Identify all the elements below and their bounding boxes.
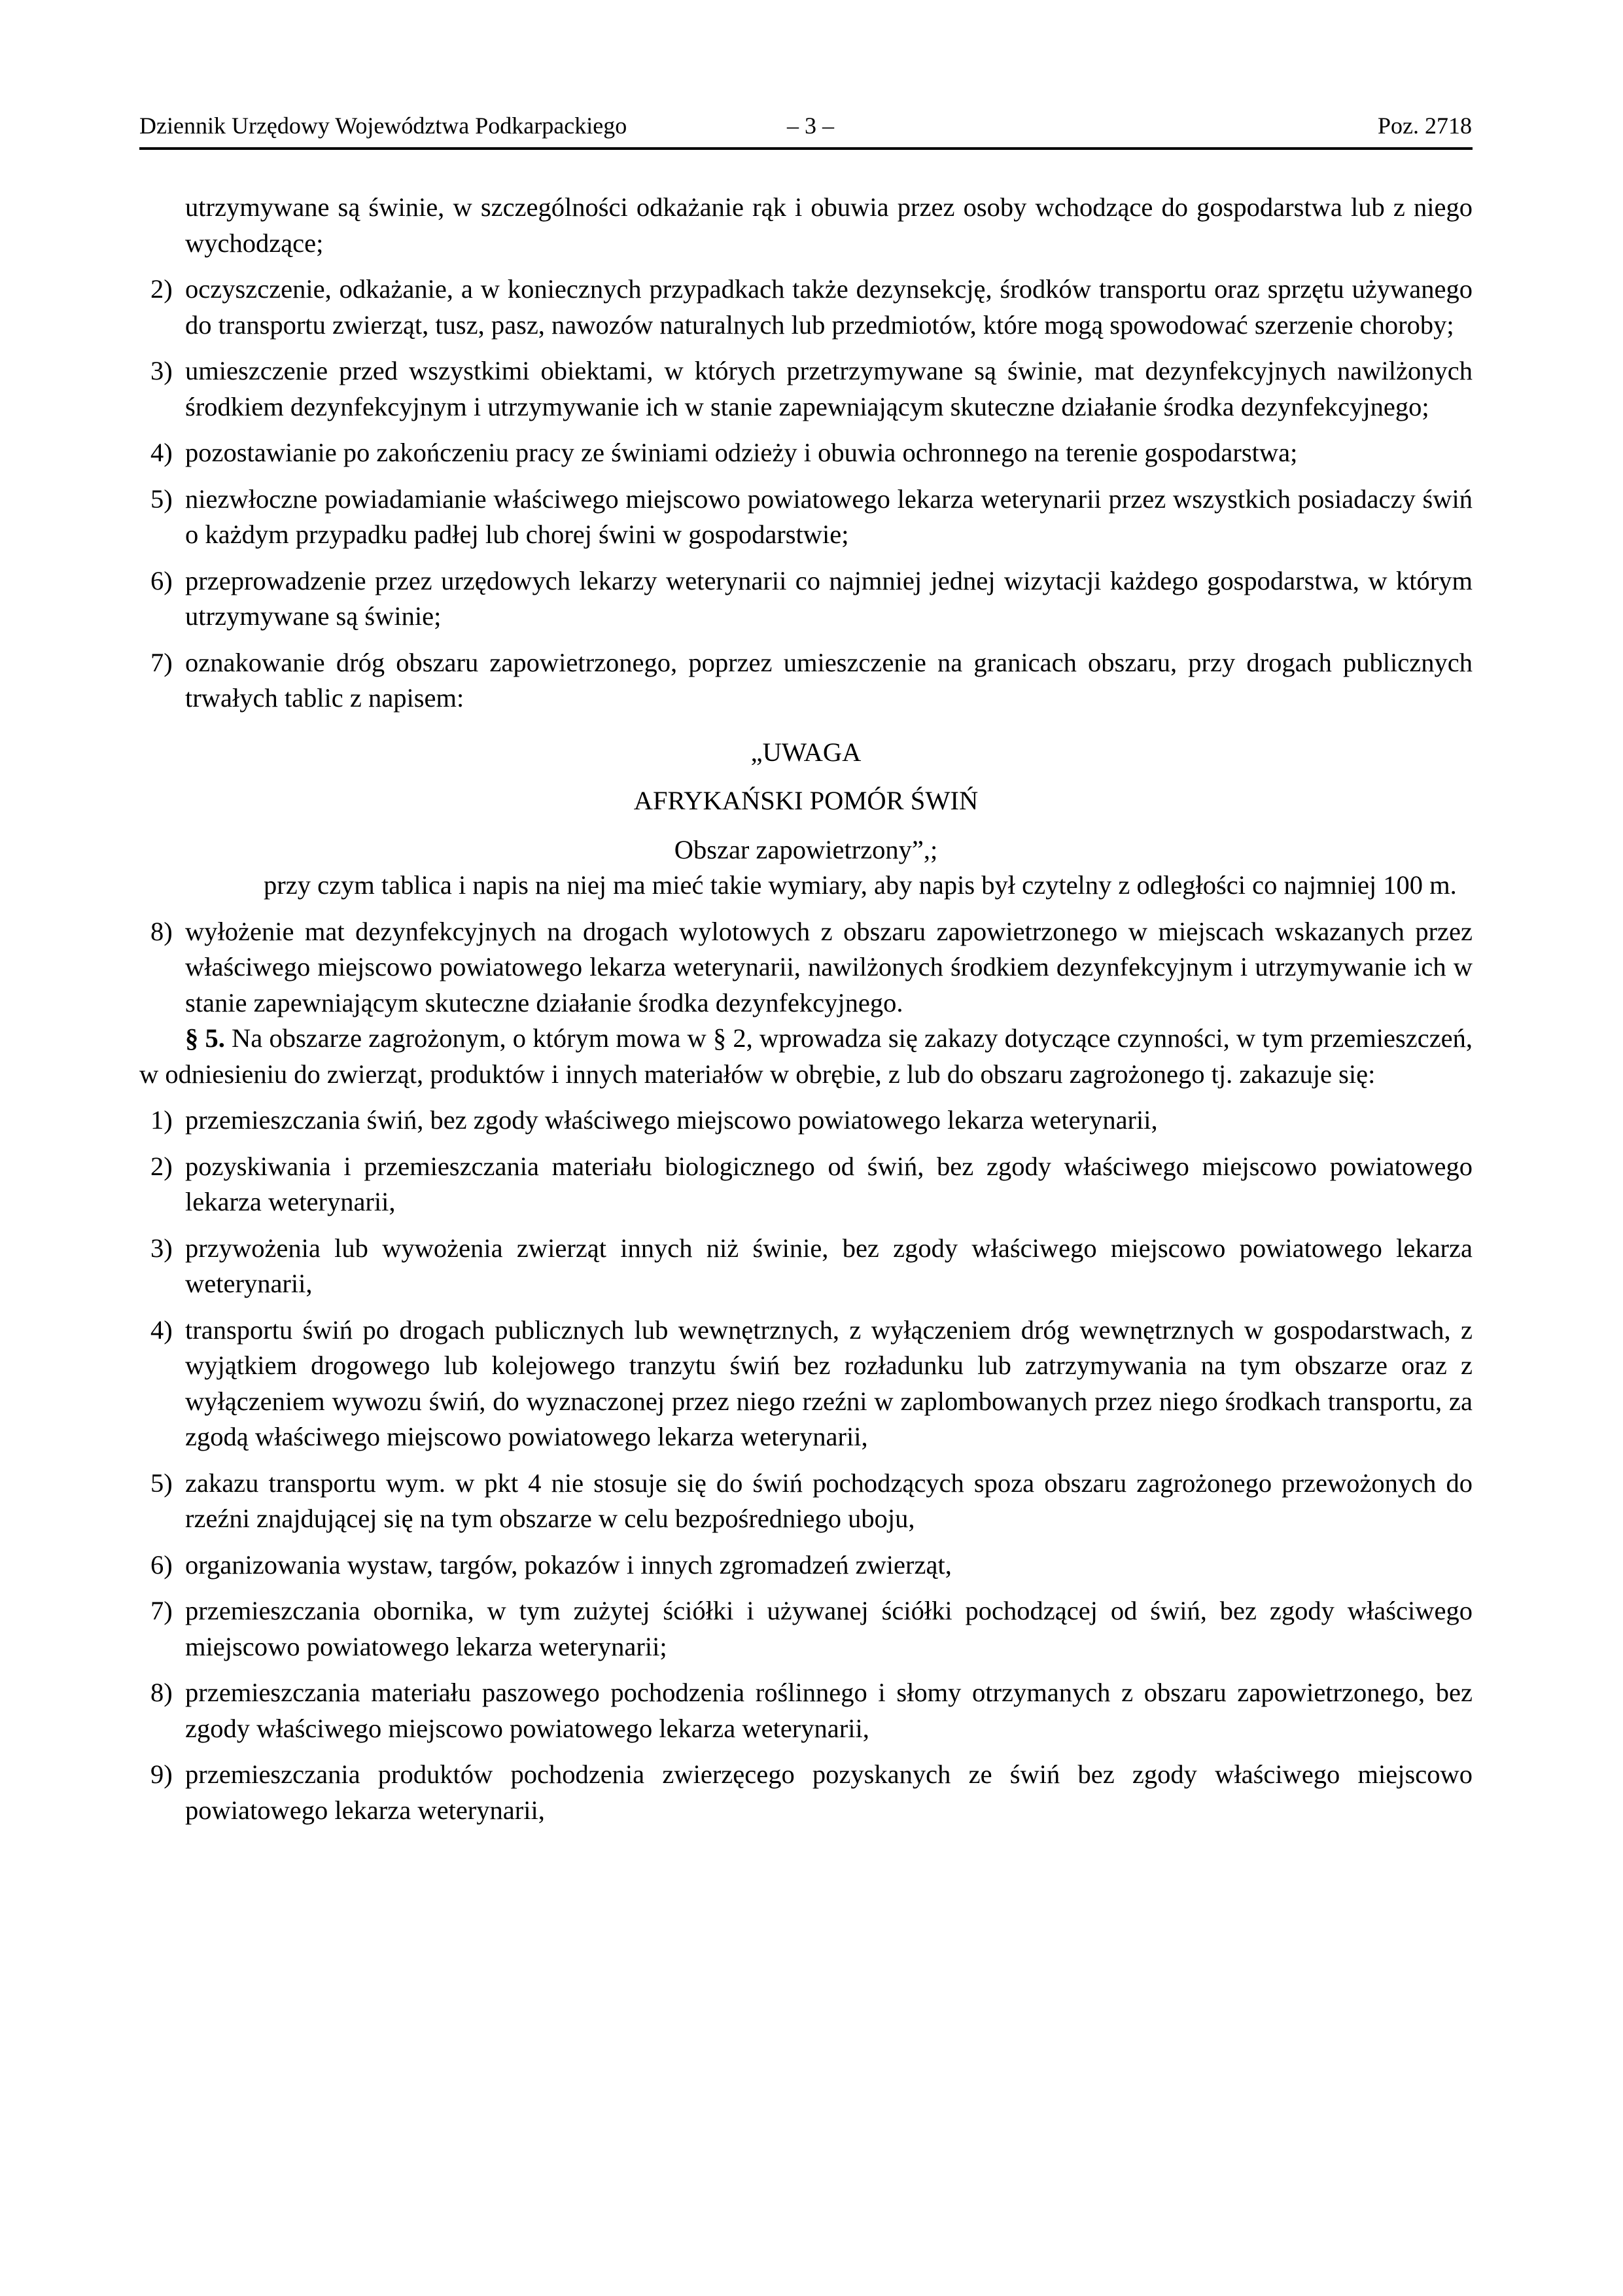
list-item-number: 2) (150, 1151, 173, 1181)
list-item-number: 7) (150, 647, 173, 677)
list-item (139, 914, 1473, 1021)
list-item (139, 1103, 1473, 1139)
list-item-number: 8) (150, 1678, 173, 1707)
sign-text-line-1: „UWAGA (750, 737, 862, 767)
list-item-number: 2) (150, 274, 173, 304)
list-item (139, 1149, 1473, 1220)
list-item-text: pozostawianie po zakończeniu pracy ze świniami odzieży i obuwia ochronnego na terenie gospodarstwa; (185, 438, 1298, 467)
journal-title: Dziennik Urzędowy Województwa Podkarpackiego (139, 113, 627, 139)
list-item-text: przemieszczania materiału paszowego pochodzenia roślinnego i słomy otrzymanych z obszaru zapowietrzonego, bez zgody właściwego miejscowo powiatowego lekarza weterynarii, (185, 1678, 1473, 1743)
list-item (139, 272, 1473, 343)
page-number: – 3 – (787, 113, 834, 139)
list-item (139, 1757, 1473, 1828)
list-item-text: oznakowanie dróg obszaru zapowietrzonego, poprzez umieszczenie na granicach obszaru, przy drogach publicznych trwałych tablic z napisem: (185, 647, 1473, 713)
list-item-text: wyłożenie mat dezynfekcyjnych na drogach wylotowych z obszaru zapowietrzonego w miejscach wskazanych przez właściwego miejscowo powiatowego lekarza weterynarii, nawilżonych środkiem dezynfekcyjnym i utrzymywanie ich w stanie zapewniającym skuteczne działanie środka dezynfekcyjnego. (185, 916, 1473, 1017)
list-item-number: 4) (150, 438, 173, 467)
list-item-text: przemieszczania obornika, w tym zużytej ściółki i używanej ściółki pochodzącej od świń, bez zgody właściwego miejscowo powiatowego lekarza weterynarii; (185, 1596, 1473, 1661)
section-marker: § 5. (185, 1023, 225, 1053)
page-header (139, 110, 1472, 141)
sign-text-line-2: AFRYKAŃSKI POMÓR ŚWIŃ (633, 786, 979, 815)
list-item-text: przeprowadzenie przez urzędowych lekarzy weterynarii co najmniej jednej wizytacji każdego gospodarstwa, w którym utrzymywane są świnie; (185, 565, 1473, 631)
list-item (139, 1593, 1473, 1665)
list-item (139, 645, 1473, 716)
item-1-continuation: utrzymywane są świnie, w szczególności odkażanie rąk i obuwia przez osoby wchodzące do gospodarstwa lub z niego wychodzące; (185, 192, 1473, 258)
list-item-text: oczyszczenie, odkażanie, a w koniecznych przypadkach także dezynsekcję, środków transportu oraz sprzętu używanego do transportu zwierząt, tusz, pasz, nawozów naturalnych lub przedmiotów, które mogą spowodować szerzenie choroby; (185, 274, 1473, 340)
list-item (139, 482, 1473, 553)
list-item-number: 6) (150, 565, 173, 595)
list-item-text: zakazu transportu wym. w pkt 4 nie stosuje się do świń pochodzących spoza obszaru zagrożonego przewożonych do rzeźni znajdującej się na tym obszarze w celu bezpośredniego uboju, (185, 1468, 1473, 1533)
list-item-number: 1) (150, 1105, 173, 1135)
list-item-number: 7) (150, 1596, 173, 1625)
header-rule (139, 147, 1473, 150)
list-item-number: 3) (150, 1233, 173, 1263)
list-item (139, 1231, 1473, 1302)
section-5-intro (139, 1021, 1473, 1092)
list-item-number: 9) (150, 1759, 173, 1789)
list-item-text: przywożenia lub wywożenia zwierząt innych niż świnie, bez zgody właściwego miejscowo powiatowego lekarza weterynarii, (185, 1233, 1473, 1298)
section-5-intro-text: Na obszarze zagrożonym, o którym mowa w § 2, wprowadza się zakazy dotyczące czynności, w tym przemieszczeń, w odniesieniu do zwierząt, produktów i innych materiałów w obrębie, z lub do obszaru zagrożonego tj. zakazuje się: (139, 1023, 1473, 1089)
position-number: Poz. 2718 (1378, 113, 1472, 139)
list-item (139, 353, 1473, 425)
list-item-text: organizowania wystaw, targów, pokazów i innych zgromadzeń zwierząt, (185, 1549, 952, 1580)
document-body (139, 190, 1473, 1828)
list-item-number: 5) (150, 484, 173, 514)
list-item (139, 1313, 1473, 1455)
list-item-number: 3) (150, 356, 173, 385)
list-item-text: przemieszczania świń, bez zgody właściwego miejscowo powiatowego lekarza weterynarii, (185, 1105, 1158, 1135)
list-item-text: pozyskiwania i przemieszczania materiału biologicznego od świń, bez zgody właściwego miejscowo powiatowego lekarza weterynarii, (185, 1151, 1473, 1216)
list-item-number: 5) (150, 1468, 173, 1498)
list-item-text: umieszczenie przed wszystkimi obiektami, w których przetrzymywane są świnie, mat dezynfekcyjnych nawilżonych środkiem dezynfekcyjnym i utrzymywanie ich w stanie zapewniającym skuteczne działanie środka dezynfekcyjnego; (185, 356, 1473, 421)
list-item (139, 1675, 1473, 1746)
list-item-text: niezwłoczne powiadamianie właściwego miejscowo powiatowego lekarza weterynarii przez wszystkich posiadaczy świń o każdym przypadku padłej lub chorej świni w gospodarstwie; (185, 484, 1473, 549)
list-item-text: transportu świń po drogach publicznych lub wewnętrznych, z wyłączeniem dróg wewnętrznych w gospodarstwach, z wyjątkiem drogowego lub kolejowego tranzytu świń bez rozładunku lub zatrzymywania na tym obszarze oraz z wyłączeniem wywozu świń, do wyznaczonej przez niego rzeźni w zaplombowanych przez niego środkach transportu, za zgodą właściwego miejscowo powiatowego lekarza weterynarii, (185, 1315, 1473, 1451)
list-item-number: 8) (150, 916, 173, 946)
list-item-number: 4) (150, 1315, 173, 1345)
list-item-number: 6) (150, 1549, 173, 1580)
sign-text-line-3: Obszar zapowietrzony”,; (674, 834, 938, 864)
list-item (139, 1466, 1473, 1537)
sign-size-note: przy czym tablica i napis na niej ma mieć takie wymiary, aby napis był czytelny z odległości co najmniej 100 m. (264, 870, 1457, 900)
list-item (139, 1547, 1473, 1583)
list-item (139, 435, 1473, 471)
list-item (139, 563, 1473, 635)
list-item-text: przemieszczania produktów pochodzenia zwierzęcego pozyskanych ze świń bez zgody właściwego miejscowo powiatowego lekarza weterynarii, (185, 1759, 1473, 1825)
